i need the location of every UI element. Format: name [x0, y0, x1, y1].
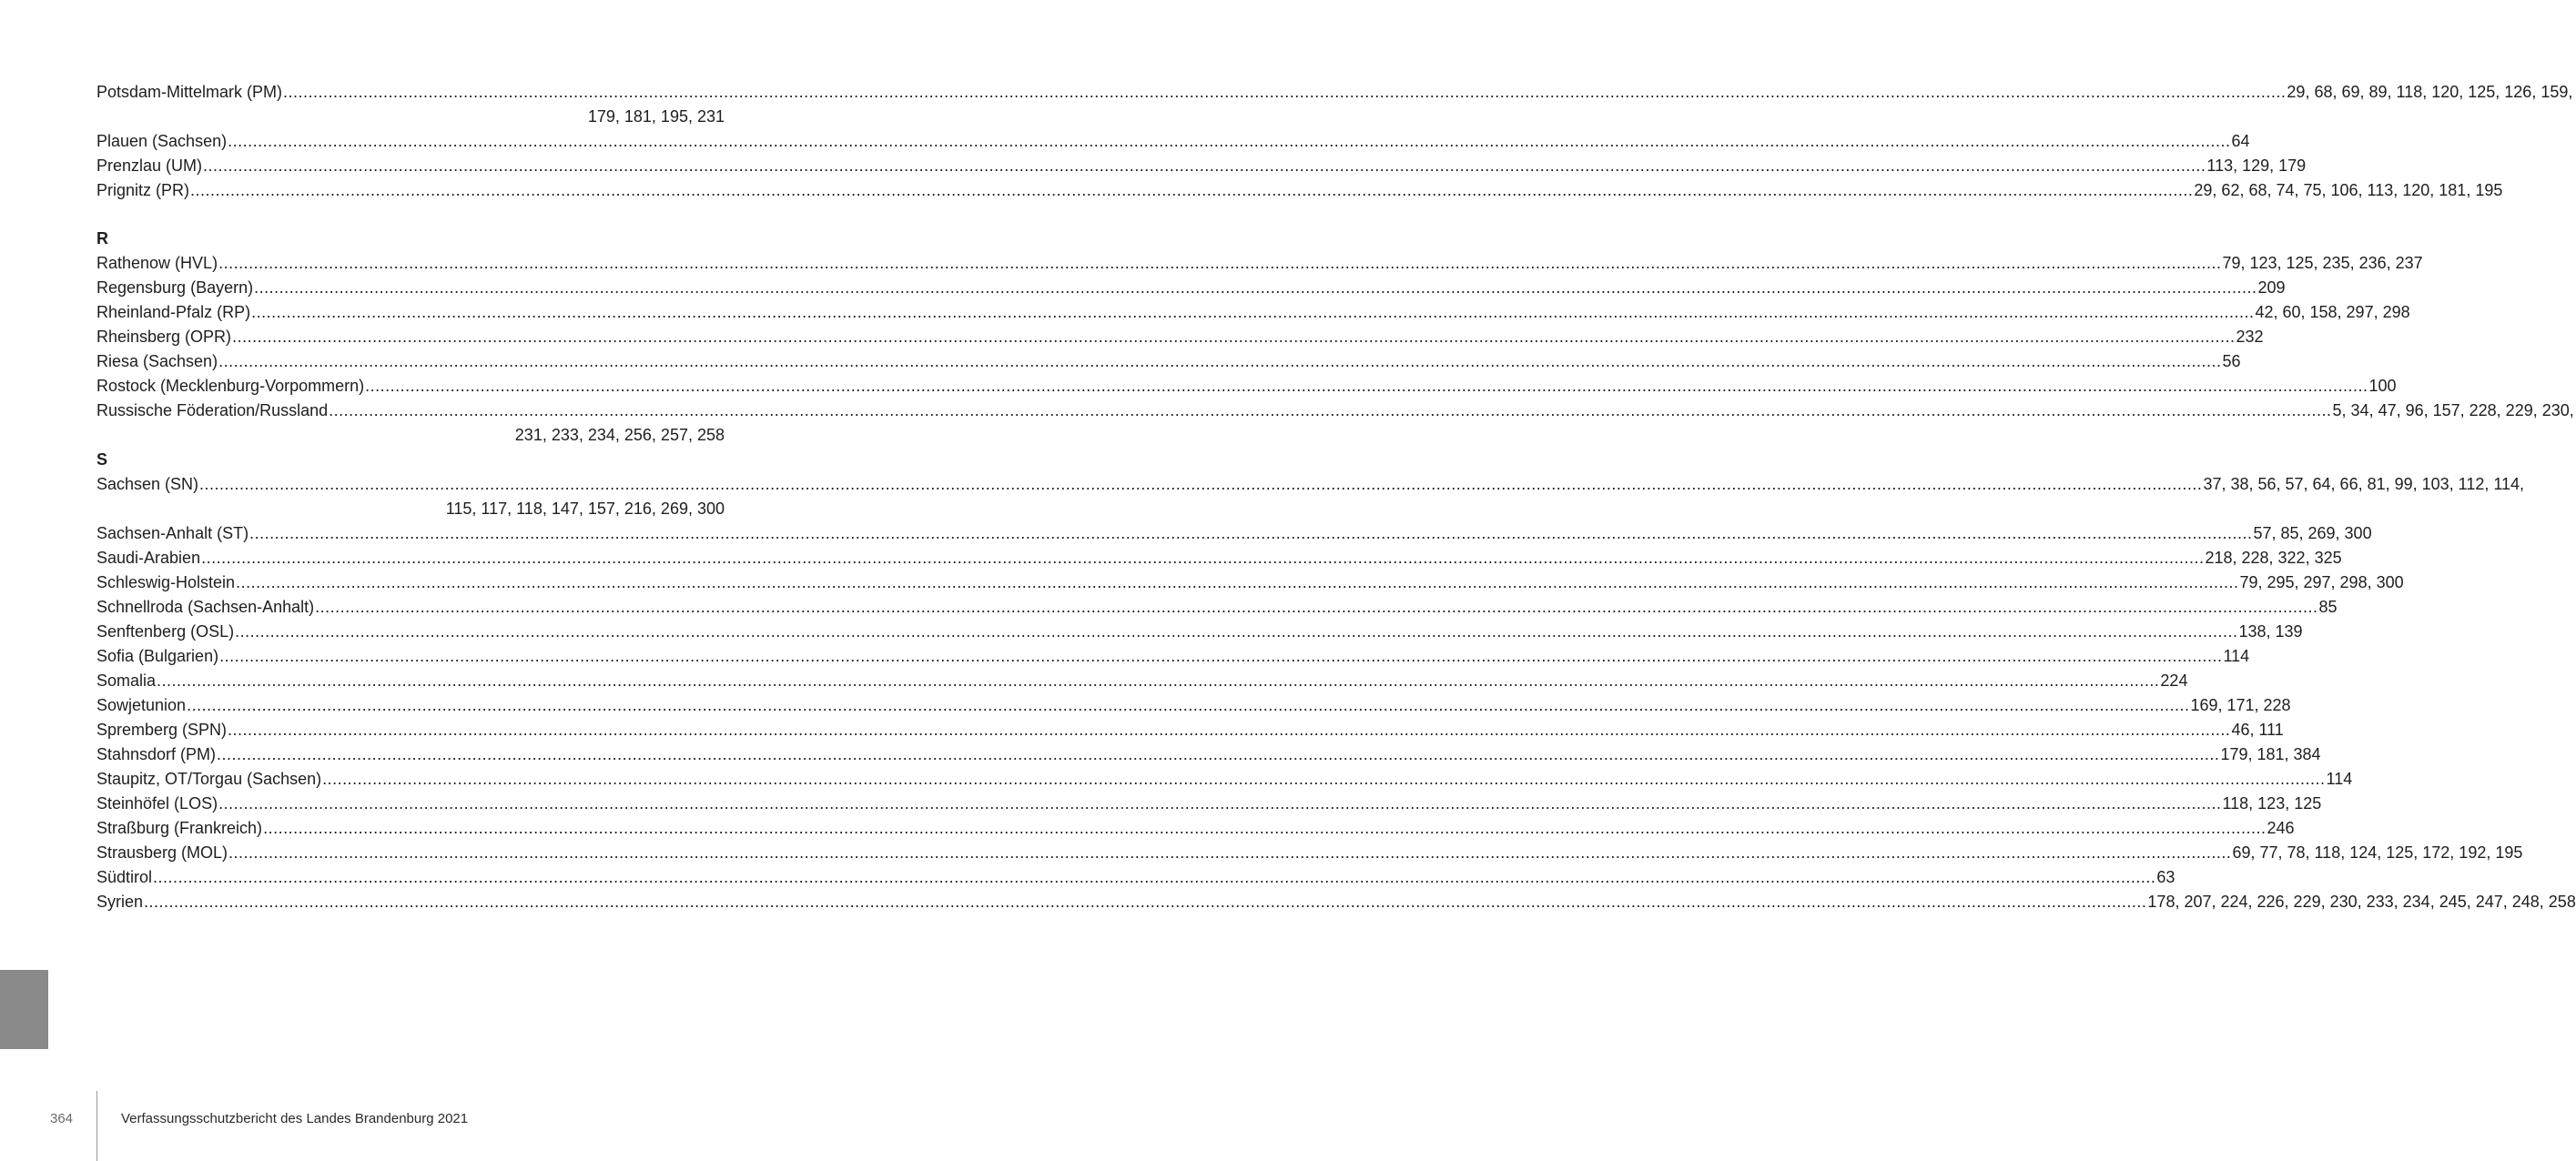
entry-pages: 114 — [2223, 647, 2250, 665]
entry-name: Regensburg (Bayern) — [96, 278, 254, 297]
entry-pages: 100 — [2368, 377, 2397, 395]
index-entry-line — [96, 890, 2576, 914]
index-entry — [96, 669, 2188, 693]
dot-leader: ................................................................................................................................................................................................................................................................................................................................................................................................................ — [203, 156, 2206, 175]
index-entry — [96, 816, 2295, 841]
dot-leader: ................................................................................................................................................................................................................................................................................................................................................................................................................ — [228, 721, 2231, 739]
entry-pages: 37, 38, 56, 57, 64, 66, 81, 99, 103, 112, 114, — [2203, 475, 2525, 493]
entry-pages: 69, 77, 78, 118, 124, 125, 172, 192, 195 — [2232, 843, 2523, 862]
index-entry-line — [96, 620, 2303, 644]
dot-leader: ................................................................................................................................................................................................................................................................................................................................................................................................................ — [201, 549, 2205, 567]
index-entry-line — [96, 325, 2264, 349]
index-entry-line — [96, 300, 2410, 325]
entry-name: Russische Föderation/Russland — [96, 401, 329, 419]
dot-leader: ................................................................................................................................................................................................................................................................................................................................................................................................................ — [315, 598, 2318, 616]
entry-name: Riesa (Sachsen) — [96, 352, 218, 370]
index-entry — [96, 251, 2423, 276]
index-entry-line — [96, 154, 2307, 178]
section-letter: R — [96, 229, 108, 247]
entry-name: Sachsen-Anhalt (ST) — [96, 524, 249, 542]
entry-pages: 57, 85, 269, 300 — [2253, 524, 2372, 542]
entry-pages: 29, 62, 68, 74, 75, 106, 113, 120, 181, 195 — [2194, 181, 2503, 199]
dot-leader: ................................................................................................................................................................................................................................................................................................................................................................................................................ — [249, 524, 2253, 542]
entry-pages: 79, 295, 297, 298, 300 — [2239, 573, 2404, 591]
index-entry — [96, 644, 2250, 669]
entry-pages: 118, 123, 125 — [2222, 794, 2322, 813]
entry-pages: 42, 60, 158, 297, 298 — [2255, 303, 2410, 321]
entry-name: Südtirol — [96, 868, 153, 886]
dot-leader: ................................................................................................................................................................................................................................................................................................................................................................................................................ — [218, 352, 2222, 370]
side-tab-marker — [0, 970, 48, 1049]
entry-pages: 63 — [2156, 868, 2175, 886]
index-entry-line — [96, 669, 2188, 693]
index-entry — [96, 595, 2338, 620]
dot-leader: ................................................................................................................................................................................................................................................................................................................................................................................................................ — [144, 893, 2147, 911]
index-entry-line — [96, 251, 2423, 276]
dot-leader: ................................................................................................................................................................................................................................................................................................................................................................................................................ — [187, 696, 2190, 714]
index-entry — [96, 178, 2503, 203]
index-entry — [96, 80, 2573, 129]
dot-leader: ................................................................................................................................................................................................................................................................................................................................................................................................................ — [322, 770, 2326, 788]
index-entry — [96, 300, 2410, 325]
entry-name: Sachsen (SN) — [96, 475, 199, 493]
entry-pages-continued: 115, 117, 118, 147, 157, 216, 269, 300 — [445, 500, 725, 518]
index-entry-line — [96, 865, 2175, 890]
entry-pages: 113, 129, 179 — [2206, 156, 2307, 175]
entry-name: Plauen (Sachsen) — [96, 132, 228, 150]
index-entry-line — [96, 742, 2321, 767]
entry-name: Steinhöfel (LOS) — [96, 794, 218, 813]
index-section — [96, 203, 2574, 448]
entry-name: Sofia (Bulgarien) — [96, 647, 219, 665]
footer-title: Verfassungsschutzbericht des Landes Brandenburg 2021 — [121, 1111, 469, 1126]
entry-name: Syrien — [96, 893, 144, 911]
dot-leader: ................................................................................................................................................................................................................................................................................................................................................................................................................ — [219, 647, 2223, 665]
dot-leader: ................................................................................................................................................................................................................................................................................................................................................................................................................ — [228, 843, 2232, 862]
entry-pages: 138, 139 — [2238, 622, 2303, 641]
index-entry-line — [96, 399, 2574, 423]
dot-leader: ................................................................................................................................................................................................................................................................................................................................................................................................................ — [235, 622, 2238, 641]
entry-name: Saudi-Arabien — [96, 549, 201, 567]
entry-name: Straßburg (Frankreich) — [96, 819, 263, 837]
index-section — [96, 448, 2576, 914]
entry-pages: 79, 123, 125, 235, 236, 237 — [2222, 254, 2423, 272]
index-entry — [96, 154, 2307, 178]
index-entry-line — [96, 841, 2523, 865]
index-entry — [96, 325, 2264, 349]
dot-leader: ................................................................................................................................................................................................................................................................................................................................................................................................................ — [254, 278, 2257, 297]
index-entry — [96, 767, 2353, 792]
index-entry — [96, 129, 2250, 154]
entry-name: Strausberg (MOL) — [96, 843, 228, 862]
entry-pages: 218, 228, 322, 325 — [2205, 549, 2342, 567]
page-number: 364 — [50, 1111, 74, 1126]
index-content — [96, 80, 2576, 914]
index-entry-line — [96, 178, 2503, 203]
entry-name: Senftenberg (OSL) — [96, 622, 235, 641]
index-entry — [96, 792, 2322, 816]
index-entry-line — [96, 374, 2397, 399]
index-entry-line — [96, 276, 2286, 300]
dot-leader: ................................................................................................................................................................................................................................................................................................................................................................................................................ — [199, 475, 2203, 493]
dot-leader: ................................................................................................................................................................................................................................................................................................................................................................................................................ — [232, 328, 2236, 346]
entry-pages: 114 — [2326, 770, 2353, 788]
index-entry — [96, 890, 2576, 914]
dot-leader: ................................................................................................................................................................................................................................................................................................................................................................................................................ — [190, 181, 2194, 199]
entry-pages: 5, 34, 47, 96, 157, 228, 229, 230, — [2332, 401, 2574, 419]
entry-name: Schnellroda (Sachsen-Anhalt) — [96, 598, 315, 616]
index-entry — [96, 620, 2303, 644]
dot-leader: ................................................................................................................................................................................................................................................................................................................................................................................................................ — [217, 745, 2220, 763]
index-entry — [96, 349, 2241, 374]
entry-pages-continued: 231, 233, 234, 256, 257, 258 — [514, 426, 725, 444]
index-entry — [96, 865, 2175, 890]
index-entry — [96, 718, 2284, 742]
dot-leader: ................................................................................................................................................................................................................................................................................................................................................................................................................ — [218, 254, 2222, 272]
dot-leader: ................................................................................................................................................................................................................................................................................................................................................................................................................ — [157, 671, 2160, 690]
dot-leader: ................................................................................................................................................................................................................................................................................................................................................................................................................ — [283, 83, 2287, 101]
index-entry — [96, 742, 2321, 767]
entry-name: Potsdam-Mittelmark (PM) — [96, 83, 283, 101]
entry-name: Rostock (Mecklenburg-Vorpommern) — [96, 377, 365, 395]
dot-leader: ................................................................................................................................................................................................................................................................................................................................................................................................................ — [218, 794, 2222, 813]
entry-name: Spremberg (SPN) — [96, 721, 228, 739]
index-entry-line — [96, 80, 2573, 105]
dot-leader: ................................................................................................................................................................................................................................................................................................................................................................................................................ — [153, 868, 2156, 886]
entry-pages: 169, 171, 228 — [2190, 696, 2291, 714]
index-entry-line — [96, 792, 2322, 816]
entry-name: Staupitz, OT/Torgau (Sachsen) — [96, 770, 322, 788]
entry-pages-continued: 179, 181, 195, 231 — [587, 107, 725, 126]
entry-name: Rheinsberg (OPR) — [96, 328, 232, 346]
entry-pages: 46, 111 — [2231, 721, 2284, 739]
index-entry — [96, 374, 2397, 399]
dot-leader: ................................................................................................................................................................................................................................................................................................................................................................................................................ — [365, 377, 2368, 395]
index-entry — [96, 570, 2404, 595]
dot-leader: ................................................................................................................................................................................................................................................................................................................................................................................................................ — [329, 401, 2332, 419]
index-section — [96, 80, 2573, 203]
index-entry — [96, 521, 2372, 546]
dot-leader: ................................................................................................................................................................................................................................................................................................................................................................................................................ — [228, 132, 2231, 150]
index-entry-line — [96, 718, 2284, 742]
entry-pages: 179, 181, 384 — [2220, 745, 2321, 763]
entry-pages: 29, 68, 69, 89, 118, 120, 125, 126, 159, — [2287, 83, 2573, 101]
index-entry-line — [96, 349, 2241, 374]
entry-pages: 224 — [2160, 671, 2188, 690]
section-gap — [96, 203, 725, 227]
index-entry — [96, 841, 2523, 865]
entry-name: Rathenow (HVL) — [96, 254, 218, 272]
footer-divider — [96, 1091, 97, 1161]
index-entry-line — [96, 521, 2372, 546]
index-entry — [96, 399, 2574, 448]
index-entry — [96, 276, 2286, 300]
dot-leader: ................................................................................................................................................................................................................................................................................................................................................................................................................ — [263, 819, 2267, 837]
entry-name: Sowjetunion — [96, 696, 187, 714]
index-entry-line — [96, 472, 2525, 497]
index-entry-line — [96, 595, 2338, 620]
entry-name: Somalia — [96, 671, 157, 690]
index-entry — [96, 472, 2525, 521]
index-entry-line — [96, 129, 2250, 154]
dot-leader: ................................................................................................................................................................................................................................................................................................................................................................................................................ — [236, 573, 2239, 591]
entry-name: Prenzlau (UM) — [96, 156, 203, 175]
index-entry — [96, 546, 2342, 570]
section-letter: S — [96, 450, 108, 469]
index-entry-line — [96, 693, 2291, 718]
index-entry-line — [96, 570, 2404, 595]
index-entry-line — [96, 816, 2295, 841]
index-entry-line — [96, 644, 2250, 669]
entry-name: Schleswig-Holstein — [96, 573, 236, 591]
entry-name: Rheinland-Pfalz (RP) — [96, 303, 251, 321]
entry-pages: 246 — [2267, 819, 2295, 837]
entry-pages: 178, 207, 224, 226, 229, 230, 233, 234, 245, 247, 248, 258 — [2147, 893, 2576, 911]
entry-name: Stahnsdorf (PM) — [96, 745, 217, 763]
entry-pages: 232 — [2236, 328, 2264, 346]
entry-name: Prignitz (PR) — [96, 181, 190, 199]
index-entry-line — [96, 767, 2353, 792]
entry-pages: 85 — [2318, 598, 2338, 616]
index-entry — [96, 693, 2291, 718]
entry-pages: 209 — [2257, 278, 2286, 297]
entry-pages: 56 — [2222, 352, 2241, 370]
entry-pages: 64 — [2231, 132, 2250, 150]
dot-leader: ................................................................................................................................................................................................................................................................................................................................................................................................................ — [251, 303, 2255, 321]
index-entry-line — [96, 546, 2342, 570]
